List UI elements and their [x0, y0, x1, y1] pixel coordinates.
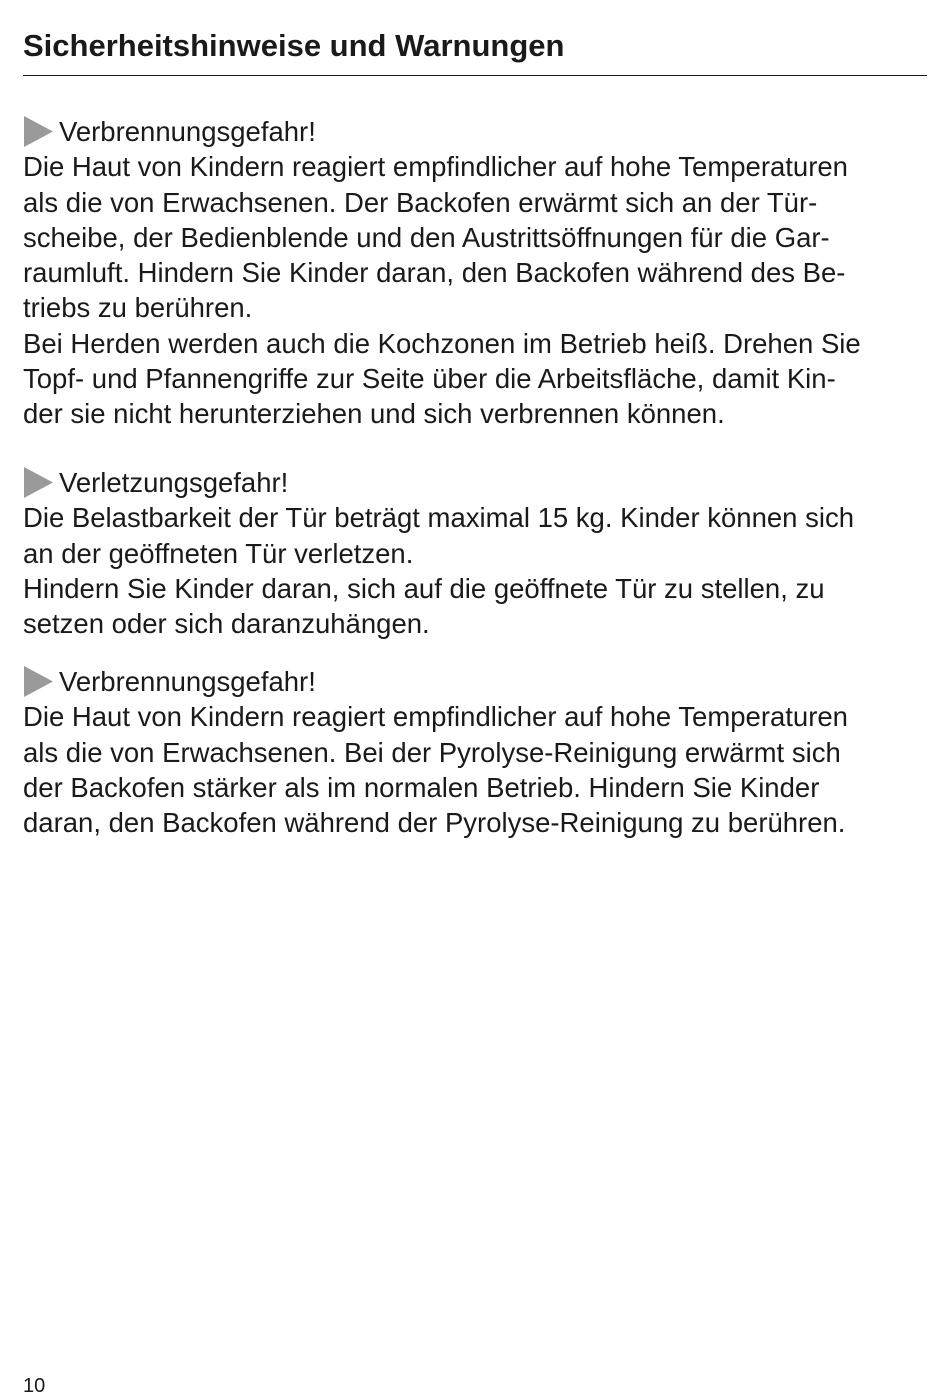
- warning-paragraph: Die Belastbarkeit der Tür beträgt maximal 15 kg. Kinder können sich an der geöffneten Tür verletzen.: [23, 502, 855, 569]
- warning-triangle-icon: [23, 664, 55, 699]
- warning-heading-row: [23, 465, 933, 500]
- warning-paragraph: Die Haut von Kindern reagiert empfindlicher auf hohe Temperaturen als die von Erwachsenen. Bei der Pyrolyse-Reinigung erwärmt sich der Backofen stärker als im normalen Betrieb. Hindern Sie Kinder daran, den Backofen während der Pyrolyse-Reinigung zu berühren.: [23, 701, 848, 839]
- warning-paragraph: Bei Herden werden auch die Kochzonen im Betrieb heiß. Drehen Sie Topf- und Pfannengriffe zur Seite über die Arbeitsfläche, damit Kin- der sie nicht herunterziehen und sich verbrennen können.: [23, 327, 861, 430]
- warning-section-injury-door: [23, 465, 933, 641]
- warning-section-burn-pyrolysis: [23, 664, 933, 840]
- warning-heading: Verbrennungsgefahr!: [59, 666, 316, 697]
- title-divider: [23, 75, 927, 76]
- warning-section-burn-children: [23, 114, 933, 432]
- page-title: Sicherheitshinweise und Warnungen: [23, 28, 565, 63]
- page-number: 10: [23, 1375, 46, 1397]
- warning-heading: Verletzungsgefahr!: [59, 467, 289, 498]
- warning-paragraph: Die Haut von Kindern reagiert empfindlicher auf hohe Temperaturen als die von Erwachsenen. Der Backofen erwärmt sich an der Tür- scheibe, der Bedienblende und den Austrittsöffnungen für die Gar- raumluft. Hindern Sie Kinder daran, den Backofen während des Be- triebs zu berühren.: [23, 151, 848, 324]
- warning-heading-row: [23, 114, 933, 149]
- warning-paragraph: Hindern Sie Kinder daran, sich auf die geöffnete Tür zu stellen, zu setzen oder sich daranzuhängen.: [23, 572, 825, 640]
- warning-heading: Verbrennungsgefahr!: [59, 116, 316, 147]
- warning-heading-row: [23, 664, 933, 699]
- warning-triangle-icon: [23, 465, 55, 500]
- warning-triangle-icon: [23, 114, 55, 149]
